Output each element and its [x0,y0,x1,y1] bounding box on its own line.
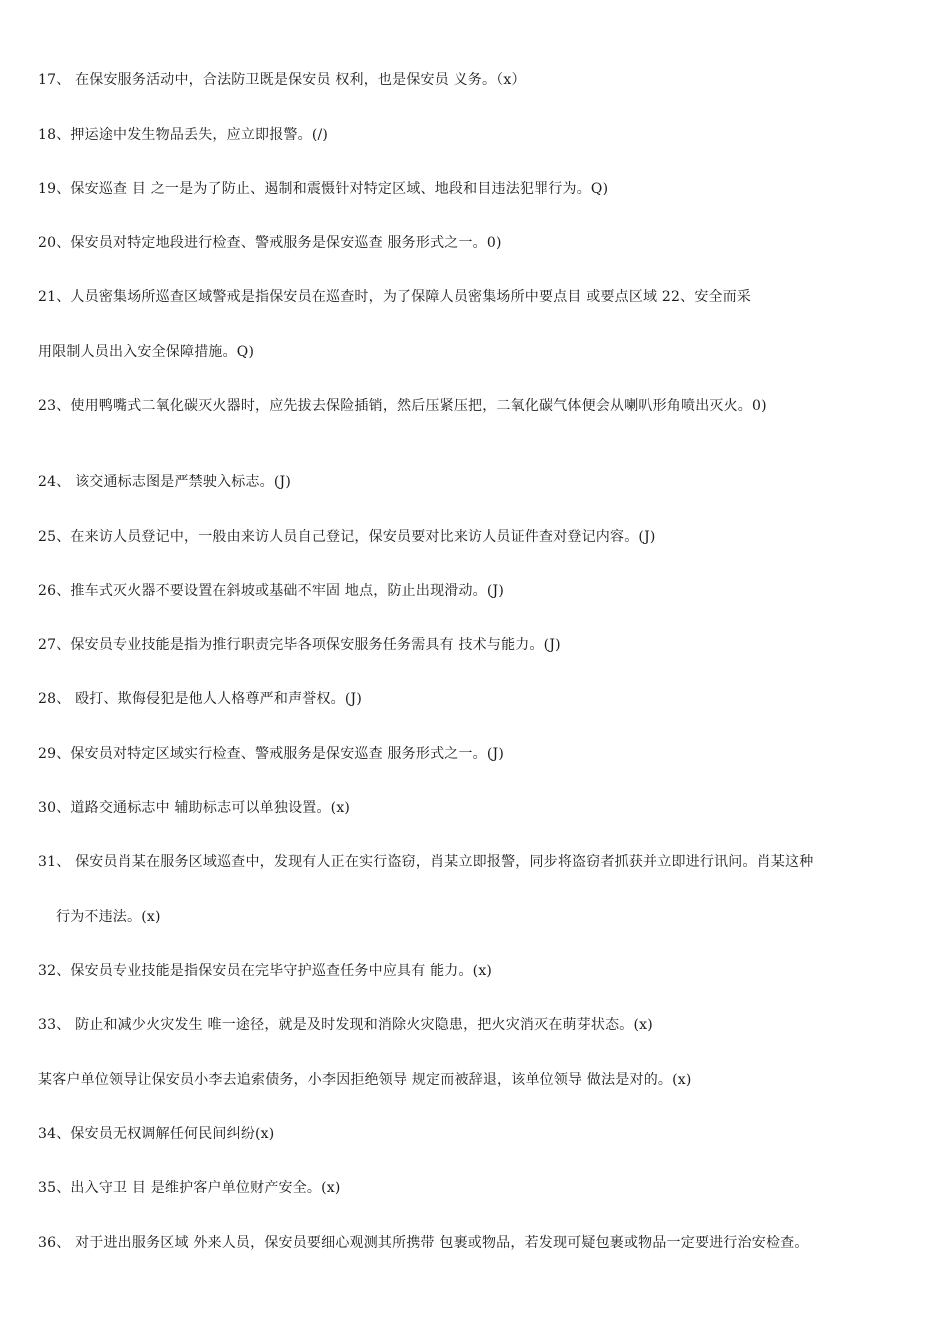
item-28: 28、 殴打、欺侮侵犯是他人人格尊严和声誉权。(J) [38,691,362,707]
item-23: 23、使用鸭嘴式二氧化碳灭火器时，应先拔去保险插销，然后压紧压把，二氧化碳气体便会从喇叭形角喷出灭火。0) [38,398,767,414]
item-26: 26、推车式灭火器不要设置在斜坡或基础不牢固 地点，防止出现滑动。(J) [38,583,504,599]
item-33: 33、 防止和减少火灾发生 唯一途径，就是及时发现和消除火灾隐患，把火灾消灭在萌芽状态。(x) [38,1017,653,1033]
item-17: 17、 在保安服务活动中，合法防卫既是保安员 权利，也是保安员 义务。（x） [38,72,526,88]
item-unnumbered: 某客户单位领导让保安员小李去追索债务，小李因拒绝领导 规定而被辞退，该单位领导 做法是对的。(x) [38,1072,692,1088]
item-34: 34、保安员无权调解任何民间纠纷(x) [38,1126,275,1142]
item-36: 36、 对于进出服务区域 外来人员，保安员要细心观测其所携带 包裹或物品，若发现可疑包裹或物品一定要进行治安检查。 [38,1235,809,1251]
item-21: 21、人员密集场所巡查区域警戒是指保安员在巡查时，为了保障人员密集场所中要点目 或要点区域 22、安全而采 [38,289,752,305]
item-19: 19、保安巡查 目 之一是为了防止、遏制和震慑针对特定区域、地段和目违法犯罪行为。Q) [38,181,609,197]
item-24: 24、 该交通标志图是严禁驶入标志。(J) [38,474,291,490]
item-35: 35、出入守卫 目 是维护客户单位财产安全。(x) [38,1180,341,1196]
item-21-continued: 用限制人员出入安全保障措施。Q) [38,344,255,360]
item-30: 30、道路交通标志中 辅助标志可以单独设置。(x) [38,800,351,816]
item-31-continued: 行为不违法。(x) [56,909,161,925]
item-25: 25、在来访人员登记中，一般由来访人员自己登记，保安员要对比来访人员证件查对登记内容。(J) [38,529,656,545]
item-32: 32、保安员专业技能是指保安员在完毕守护巡查任务中应具有 能力。(x) [38,963,493,979]
item-20: 20、保安员对特定地段进行检查、警戒服务是保安巡查 服务形式之一。0) [38,235,502,251]
item-29: 29、保安员对特定区域实行检查、警戒服务是保安巡查 服务形式之一。(J) [38,746,504,762]
item-31: 31、 保安员肖某在服务区域巡查中，发现有人正在实行盗窃，肖某立即报警，同步将盗窃者抓获并立即进行讯问。肖某这种 [38,854,814,870]
item-18: 18、押运途中发生物品丢失，应立即报警。(/) [38,127,329,143]
item-27: 27、保安员专业技能是指为推行职责完毕各项保安服务任务需具有 技术与能力。(J) [38,637,561,653]
